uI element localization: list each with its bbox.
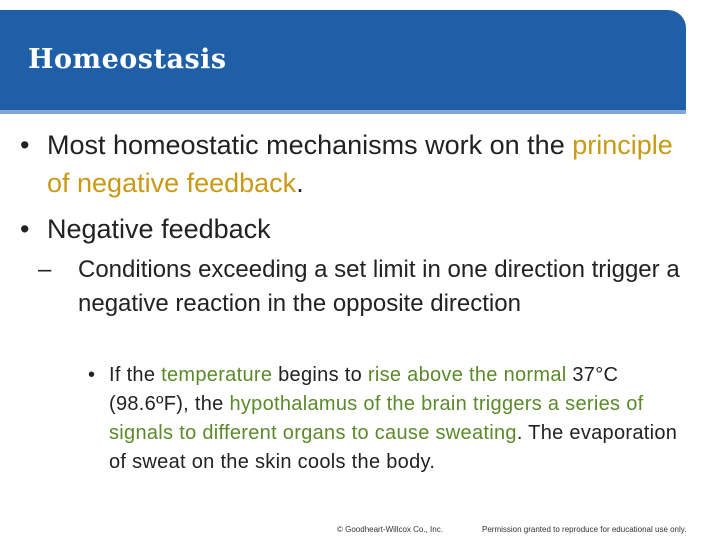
bullet-negative-feedback	[20, 210, 697, 248]
bullet-dot: •	[20, 130, 30, 160]
highlight-hypothalamus: hypothalamus of the brain triggers a series of signals to different organs to cause sweating	[109, 393, 644, 444]
highlight-temperature: temperature	[161, 364, 273, 386]
text-part: If the	[109, 364, 162, 386]
bullet-dot: •	[20, 214, 30, 244]
bullet-period: .	[296, 168, 304, 198]
bullet-text: Most homeostatic mechanisms work on the	[47, 130, 573, 160]
bullet-negative-feedback-principle	[20, 126, 697, 202]
sub-bullet-text: Conditions exceeding a set limit in one direction trigger a negative reaction in the opposite direction	[78, 256, 680, 317]
title-divider	[0, 110, 686, 114]
sub-sub-bullet-temperature	[88, 361, 689, 477]
footer-permission: Permission granted to reproduce for educational use only.	[482, 525, 687, 534]
slide-title: Homeostasis	[28, 44, 227, 75]
text-part: . The evaporation of sweat on the skin cools the body.	[109, 422, 678, 473]
footer-copyright: © Goodheart-Willcox Co., Inc.	[337, 525, 443, 534]
dash-mark: –	[38, 256, 52, 283]
bullet-dot: •	[88, 364, 96, 386]
sub-bullet-conditions	[38, 253, 698, 321]
highlight-principle: principle of negative feedback	[47, 130, 673, 198]
text-part: begins to	[272, 364, 368, 386]
text-part: 37°C (98.6ºF), the	[109, 364, 619, 415]
bullet-text: Negative feedback	[47, 214, 271, 244]
highlight-rise: rise above the normal	[367, 364, 567, 386]
